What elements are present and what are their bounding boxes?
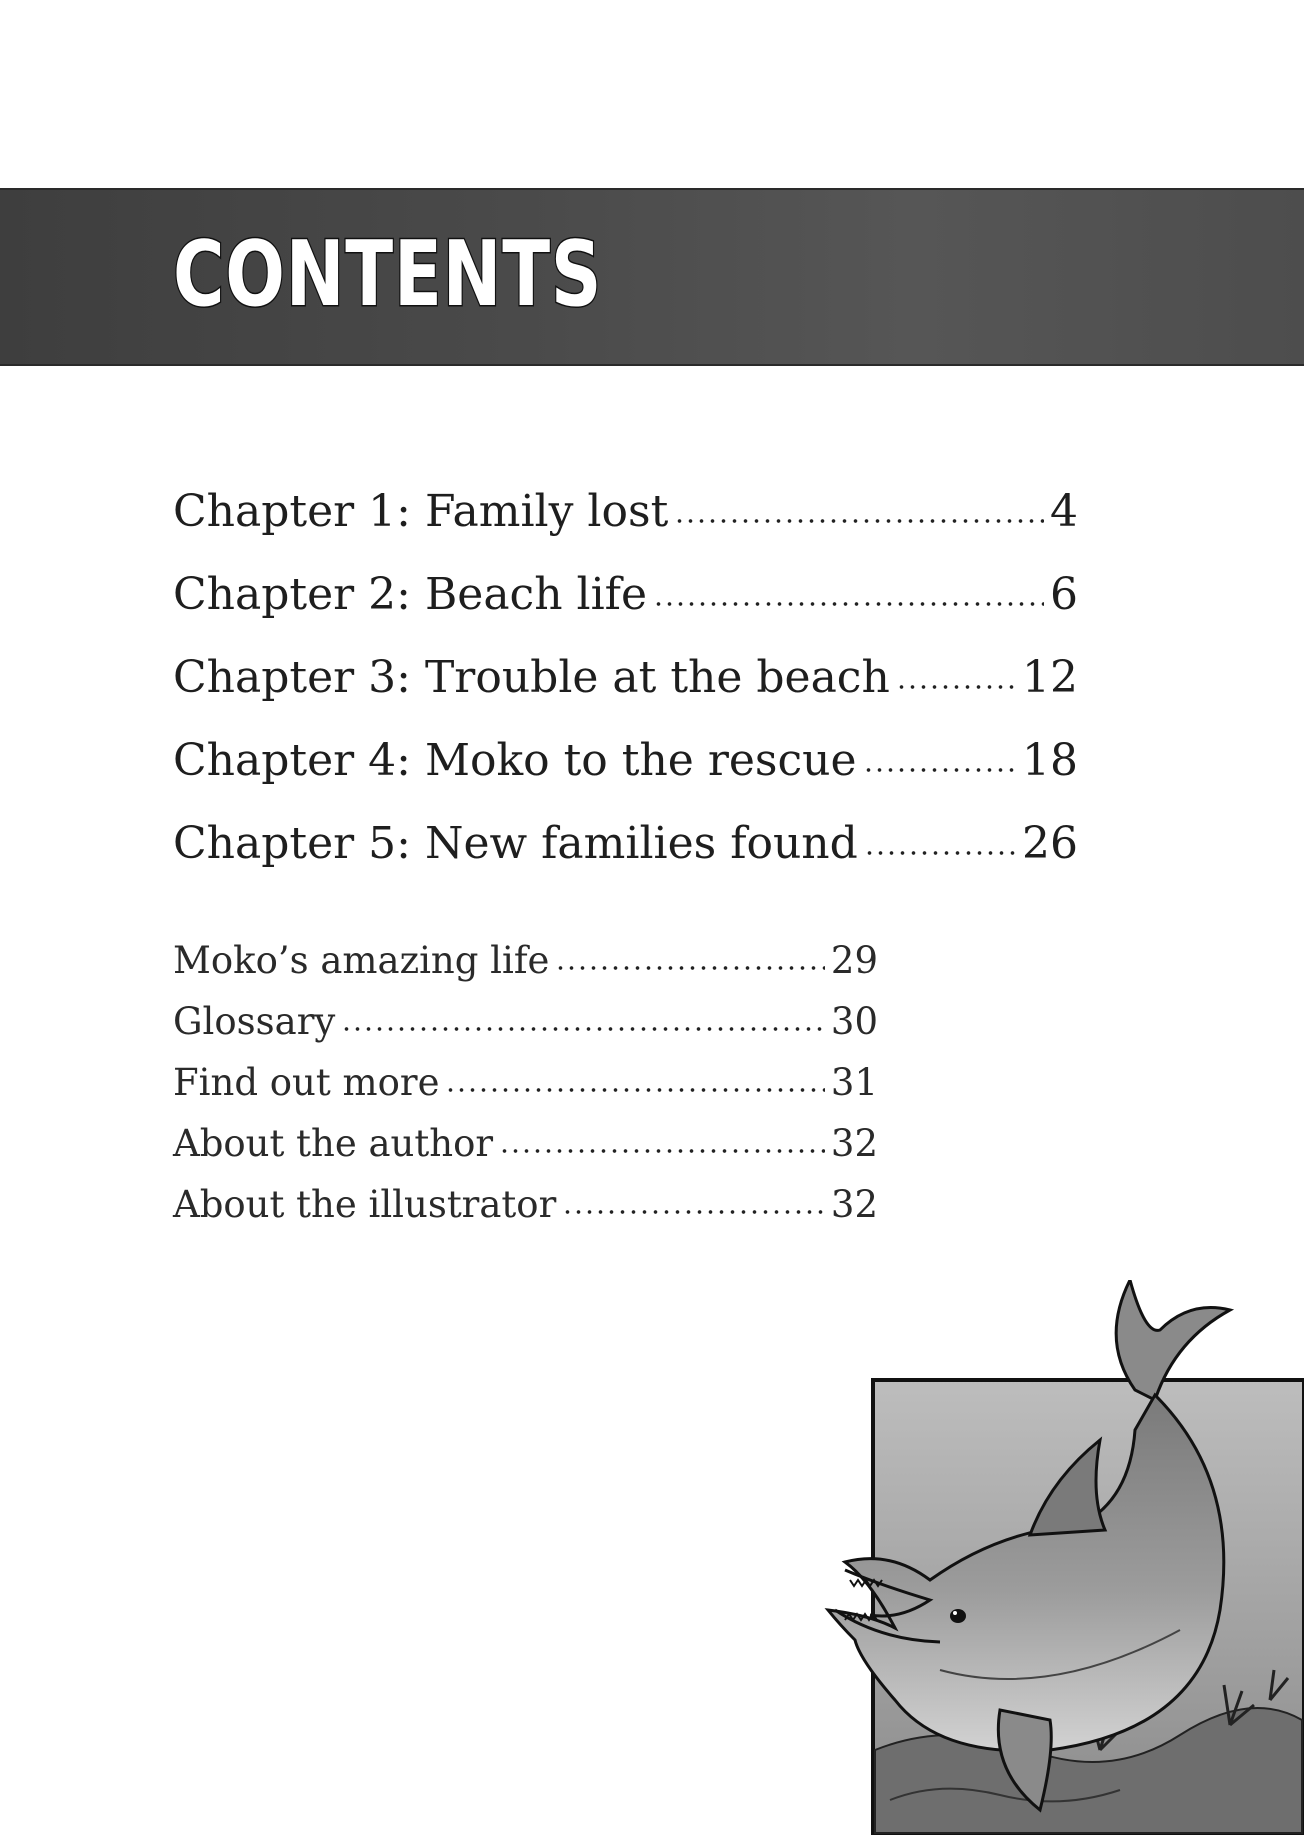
toc-entry-label: About the illustrator [173, 1183, 557, 1226]
back-matter-list [173, 930, 878, 1235]
dot-leader [555, 965, 824, 971]
toc-entry-label: Chapter 4: Moko to the rescue [173, 735, 857, 786]
toc-entry[interactable] [173, 470, 1078, 553]
toc-page-number: 31 [830, 1061, 878, 1104]
toc-page-number: 18 [1022, 735, 1078, 786]
toc-entry[interactable] [173, 553, 1078, 636]
toc-entry-label: Find out more [173, 1061, 440, 1104]
dot-leader [445, 1087, 824, 1093]
contents-banner [0, 188, 1304, 366]
toc-page-number: 6 [1050, 569, 1078, 620]
dot-leader [863, 767, 1016, 773]
dot-leader [674, 518, 1044, 524]
toc-page-number: 4 [1050, 486, 1078, 537]
toc-entry-label: Chapter 5: New families found [173, 818, 858, 869]
dolphin-illustration [800, 1280, 1304, 1835]
toc-page-number: 30 [830, 1000, 878, 1043]
toc-entry-label: Moko’s amazing life [173, 939, 550, 982]
dot-leader [896, 684, 1016, 690]
toc-entry[interactable] [173, 719, 1078, 802]
toc-entry[interactable] [173, 1113, 878, 1174]
toc-entry[interactable] [173, 636, 1078, 719]
dot-leader [864, 850, 1016, 856]
toc-entry[interactable] [173, 802, 1078, 885]
toc-page-number: 29 [830, 939, 878, 982]
toc-entry-label: About the author [173, 1122, 494, 1165]
toc-page-number: 12 [1022, 652, 1078, 703]
toc-entry[interactable] [173, 1052, 878, 1113]
toc-entry-label: Glossary [173, 1000, 336, 1043]
toc-entry[interactable] [173, 930, 878, 991]
toc-page-number: 32 [830, 1122, 878, 1165]
page-title: CONTENTS [173, 222, 603, 327]
dot-leader [653, 601, 1044, 607]
toc-page-number: 32 [830, 1183, 878, 1226]
toc-entry[interactable] [173, 1174, 878, 1235]
chapter-list [173, 470, 1078, 885]
toc-entry[interactable] [173, 991, 878, 1052]
dot-leader [562, 1209, 825, 1215]
toc-entry-label: Chapter 2: Beach life [173, 569, 647, 620]
dot-leader [499, 1148, 825, 1154]
toc-entry-label: Chapter 3: Trouble at the beach [173, 652, 890, 703]
toc-page-number: 26 [1022, 818, 1078, 869]
toc-entry-label: Chapter 1: Family lost [173, 486, 669, 537]
dot-leader [341, 1026, 825, 1032]
